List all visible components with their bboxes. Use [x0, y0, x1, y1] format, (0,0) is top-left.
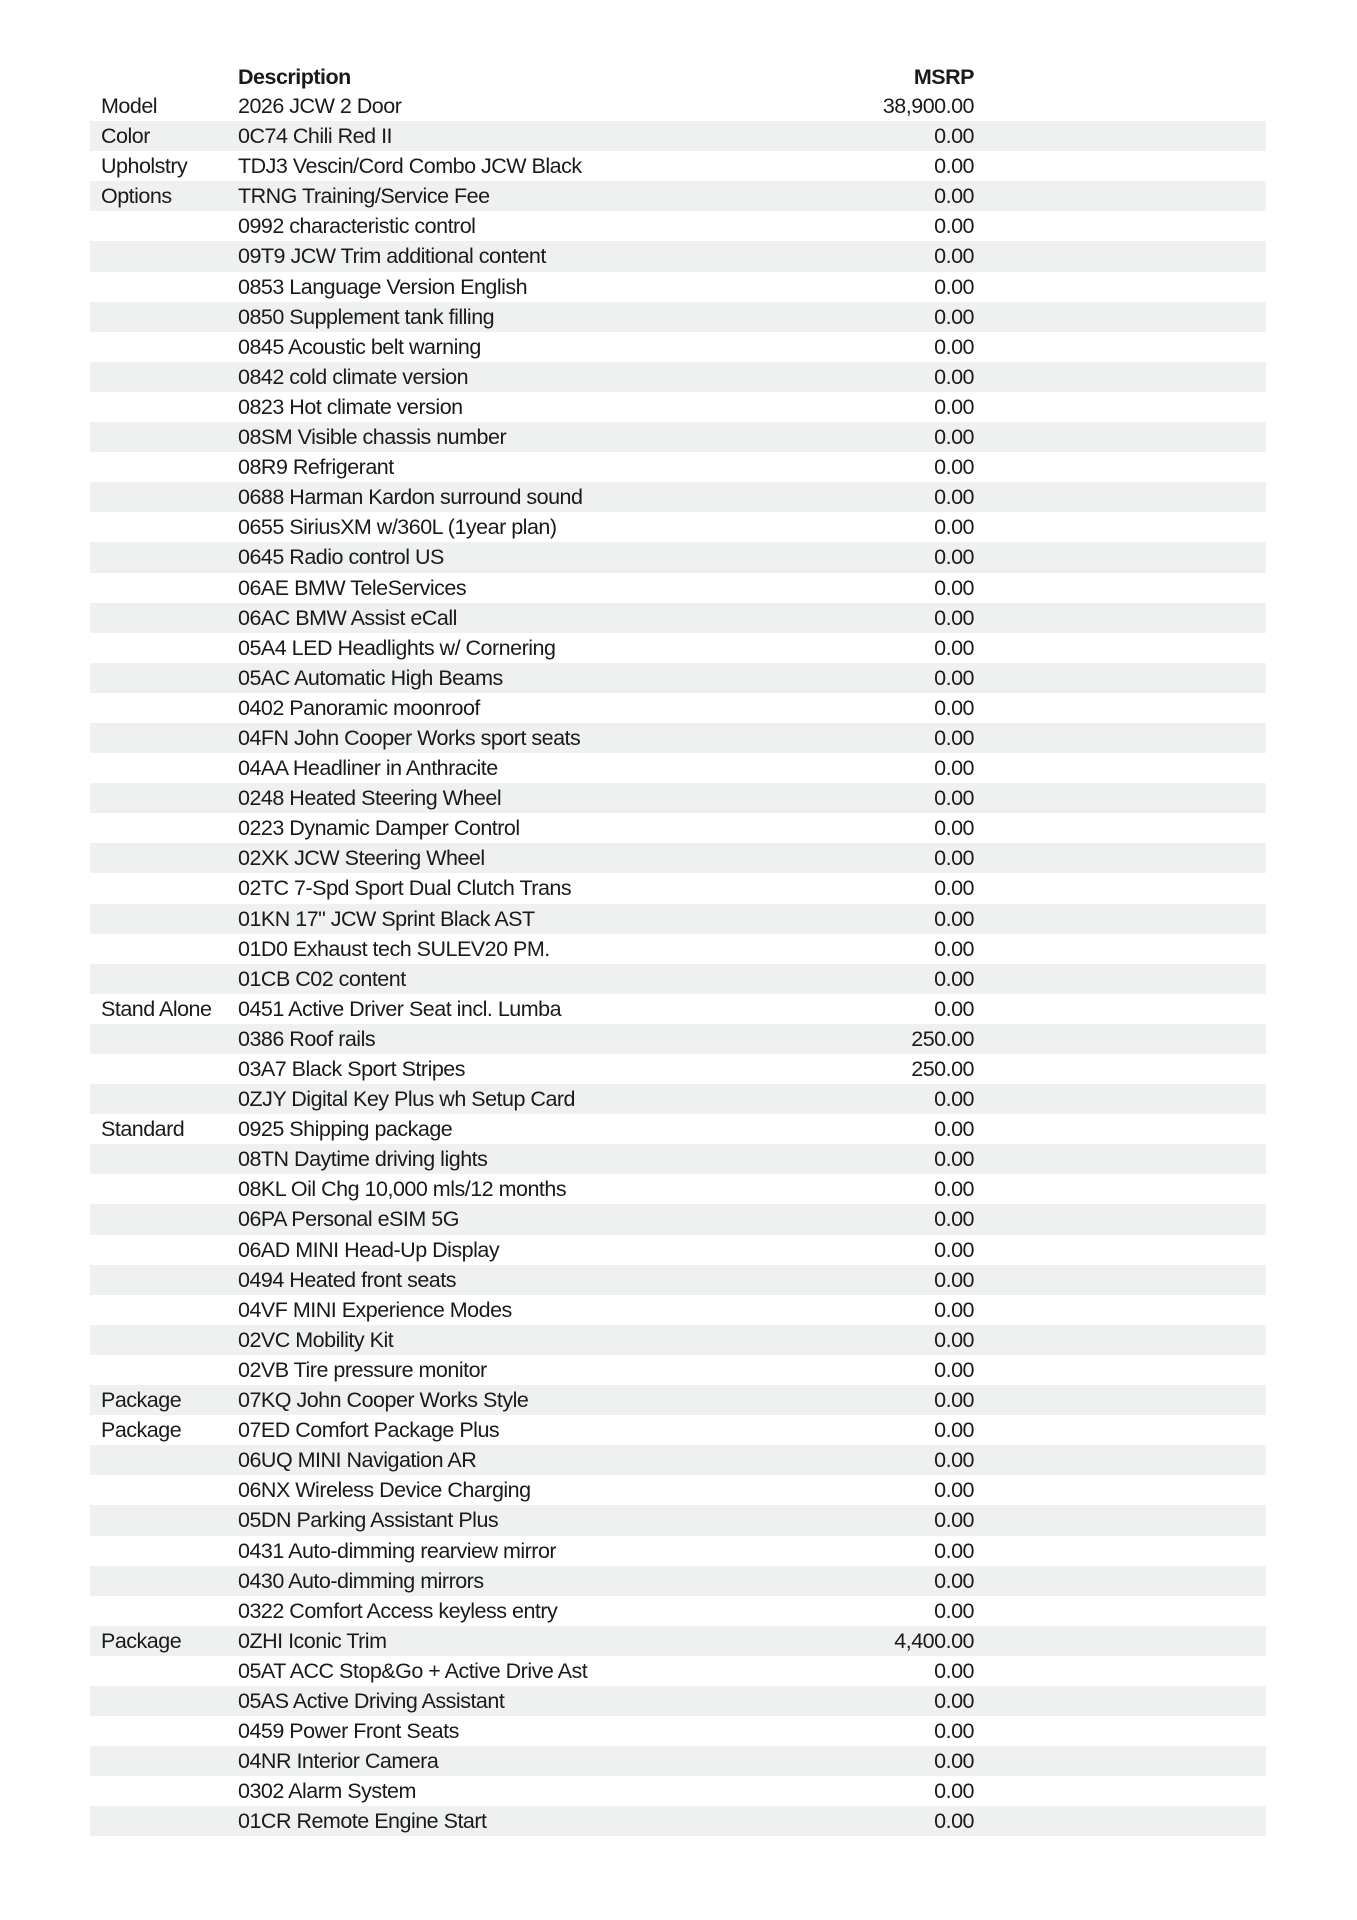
row-category: Package — [101, 1418, 182, 1443]
row-description: 04VF MINI Experience Modes — [238, 1297, 512, 1322]
row-msrp: 0.00 — [934, 846, 974, 871]
row-msrp: 0.00 — [934, 906, 974, 931]
table-header — [90, 63, 1266, 91]
row-description: 0645 Radio control US — [238, 545, 444, 570]
row-description: 0302 Alarm System — [238, 1779, 416, 1804]
row-category: Package — [101, 1388, 182, 1413]
row-description: 09T9 JCW Trim additional content — [238, 244, 546, 269]
table-row — [90, 1054, 1266, 1084]
table-row — [90, 1325, 1266, 1355]
row-description: 0845 Acoustic belt warning — [238, 334, 481, 359]
row-msrp: 0.00 — [934, 665, 974, 690]
table-row — [90, 1596, 1266, 1626]
row-description: 0842 cold climate version — [238, 364, 469, 389]
table-row — [90, 452, 1266, 482]
table-row — [90, 211, 1266, 241]
row-category: Stand Alone — [101, 996, 212, 1021]
row-description: 06UQ MINI Navigation AR — [238, 1448, 477, 1473]
table-row — [90, 1536, 1266, 1566]
row-description: 05AT ACC Stop&Go + Active Drive Ast — [238, 1658, 588, 1683]
row-description: 07ED Comfort Package Plus — [238, 1418, 500, 1443]
table-row — [90, 934, 1266, 964]
table-row — [90, 1505, 1266, 1535]
row-msrp: 0.00 — [934, 334, 974, 359]
table-row — [90, 1445, 1266, 1475]
row-msrp: 0.00 — [934, 1117, 974, 1142]
row-description: 01CB C02 content — [238, 966, 406, 991]
row-description: 0925 Shipping package — [238, 1117, 453, 1142]
row-msrp: 0.00 — [934, 1538, 974, 1563]
table-row — [90, 873, 1266, 903]
table-row — [90, 994, 1266, 1024]
row-msrp: 0.00 — [934, 816, 974, 841]
row-description: 02VB Tire pressure monitor — [238, 1357, 487, 1382]
table-row — [90, 813, 1266, 843]
row-msrp: 0.00 — [934, 1568, 974, 1593]
row-msrp: 0.00 — [934, 304, 974, 329]
row-msrp: 0.00 — [934, 725, 974, 750]
table-row — [90, 1174, 1266, 1204]
row-category: Standard — [101, 1117, 185, 1142]
row-description: 05AS Active Driving Assistant — [238, 1688, 505, 1713]
row-category: Color — [101, 124, 150, 149]
row-msrp: 0.00 — [934, 545, 974, 570]
row-description: 06AC BMW Assist eCall — [238, 605, 457, 630]
row-msrp: 0.00 — [934, 244, 974, 269]
table-row — [90, 633, 1266, 663]
row-msrp: 0.00 — [934, 1147, 974, 1172]
row-description: 0431 Auto-dimming rearview mirror — [238, 1538, 557, 1563]
row-description: 0823 Hot climate version — [238, 394, 463, 419]
row-description: 06NX Wireless Device Charging — [238, 1478, 531, 1503]
table-row — [90, 121, 1266, 151]
row-msrp: 0.00 — [934, 635, 974, 660]
row-description: 01D0 Exhaust tech SULEV20 PM. — [238, 936, 550, 961]
header-msrp: MSRP — [913, 65, 974, 89]
row-description: 04NR Interior Camera — [238, 1749, 439, 1774]
table-row — [90, 1656, 1266, 1686]
table-row — [90, 904, 1266, 934]
row-description: 0C74 Chili Red II — [238, 124, 393, 149]
table-row — [90, 362, 1266, 392]
row-description: 0655 SiriusXM w/360L (1year plan) — [238, 515, 557, 540]
table-row — [90, 512, 1266, 542]
table-row — [90, 1626, 1266, 1656]
row-description: 05AC Automatic High Beams — [238, 665, 503, 690]
row-description: 04FN John Cooper Works sport seats — [238, 725, 581, 750]
row-msrp: 0.00 — [934, 1237, 974, 1262]
table-row — [90, 1716, 1266, 1746]
row-description: 0386 Roof rails — [238, 1026, 376, 1051]
table-row — [90, 573, 1266, 603]
table-row — [90, 482, 1266, 512]
table-row — [90, 302, 1266, 332]
row-msrp: 0.00 — [934, 695, 974, 720]
row-description: 01KN 17" JCW Sprint Black AST — [238, 906, 535, 931]
table-body — [90, 91, 1266, 1836]
row-msrp: 0.00 — [934, 1297, 974, 1322]
table-row — [90, 1024, 1266, 1054]
row-description: 02XK JCW Steering Wheel — [238, 846, 485, 871]
table-row — [90, 1746, 1266, 1776]
table-row — [90, 1415, 1266, 1445]
row-msrp: 0.00 — [934, 1719, 974, 1744]
row-msrp: 0.00 — [934, 786, 974, 811]
row-msrp: 0.00 — [934, 1388, 974, 1413]
row-description: 02TC 7-Spd Sport Dual Clutch Trans — [238, 876, 572, 901]
table-row — [90, 272, 1266, 302]
row-category: Upholstry — [101, 154, 188, 179]
row-msrp: 0.00 — [934, 1478, 974, 1503]
table-row — [90, 422, 1266, 452]
table-row — [90, 1475, 1266, 1505]
row-msrp: 4,400.00 — [894, 1628, 974, 1653]
row-msrp: 0.00 — [934, 1658, 974, 1683]
row-msrp: 0.00 — [934, 485, 974, 510]
row-msrp: 0.00 — [934, 1087, 974, 1112]
row-msrp: 0.00 — [934, 1809, 974, 1834]
table-row — [90, 1084, 1266, 1114]
row-msrp: 0.00 — [934, 1267, 974, 1292]
row-description: 0850 Supplement tank filling — [238, 304, 495, 329]
row-msrp: 0.00 — [934, 1418, 974, 1443]
row-msrp: 0.00 — [934, 394, 974, 419]
table-row — [90, 151, 1266, 181]
table-row — [90, 603, 1266, 633]
table-row — [90, 1776, 1266, 1806]
table-row — [90, 241, 1266, 271]
table-row — [90, 723, 1266, 753]
row-description: 08SM Visible chassis number — [238, 425, 507, 450]
row-msrp: 0.00 — [934, 515, 974, 540]
row-description: 0248 Heated Steering Wheel — [238, 786, 502, 811]
table-row — [90, 783, 1266, 813]
row-description: 2026 JCW 2 Door — [238, 94, 402, 118]
row-msrp: 0.00 — [934, 1688, 974, 1713]
row-description: 08R9 Refrigerant — [238, 455, 394, 480]
table-row — [90, 332, 1266, 362]
row-msrp: 0.00 — [934, 756, 974, 781]
msrp-options-table — [90, 63, 1266, 1836]
row-description: 06AE BMW TeleServices — [238, 575, 467, 600]
table-row — [90, 392, 1266, 422]
row-description: 02VC Mobility Kit — [238, 1327, 394, 1352]
table-row — [90, 1265, 1266, 1295]
header-description: Description — [238, 65, 351, 89]
row-description: 0402 Panoramic moonroof — [238, 695, 480, 720]
row-msrp: 38,900.00 — [882, 94, 974, 118]
table-row — [90, 1566, 1266, 1596]
table-row — [90, 542, 1266, 572]
row-category: Package — [101, 1628, 182, 1653]
row-msrp: 0.00 — [934, 214, 974, 239]
row-description: 0992 characteristic control — [238, 214, 476, 239]
row-description: 0853 Language Version English — [238, 274, 528, 299]
row-msrp: 0.00 — [934, 1779, 974, 1804]
row-category: Model — [101, 94, 158, 118]
row-msrp: 0.00 — [934, 1598, 974, 1623]
row-description: 0322 Comfort Access keyless entry — [238, 1598, 558, 1623]
row-description: 0451 Active Driver Seat incl. Lumba — [238, 996, 562, 1021]
row-description: 0494 Heated front seats — [238, 1267, 456, 1292]
table-row — [90, 181, 1266, 211]
table-row — [90, 753, 1266, 783]
row-description: 06PA Personal eSIM 5G — [238, 1207, 459, 1232]
row-description: 08TN Daytime driving lights — [238, 1147, 488, 1172]
row-description: 0430 Auto-dimming mirrors — [238, 1568, 484, 1593]
table-row — [90, 843, 1266, 873]
row-description: TDJ3 Vescin/Cord Combo JCW Black — [238, 154, 582, 179]
row-msrp: 0.00 — [934, 996, 974, 1021]
row-description: 03A7 Black Sport Stripes — [238, 1057, 466, 1081]
row-msrp: 0.00 — [934, 575, 974, 600]
row-description: 05DN Parking Assistant Plus — [238, 1508, 499, 1533]
row-msrp: 0.00 — [934, 425, 974, 450]
row-description: TRNG Training/Service Fee — [238, 184, 490, 209]
row-msrp: 0.00 — [934, 364, 974, 389]
table-row — [90, 693, 1266, 723]
row-msrp: 0.00 — [934, 1508, 974, 1533]
table-row — [90, 1806, 1266, 1836]
table-row — [90, 1295, 1266, 1325]
row-msrp: 0.00 — [934, 1177, 974, 1202]
row-msrp: 0.00 — [934, 124, 974, 149]
row-msrp: 0.00 — [934, 274, 974, 299]
row-msrp: 0.00 — [934, 1749, 974, 1774]
row-description: 0459 Power Front Seats — [238, 1719, 459, 1744]
row-description: 0ZJY Digital Key Plus wh Setup Card — [238, 1087, 576, 1112]
row-msrp: 0.00 — [934, 1448, 974, 1473]
row-msrp: 0.00 — [934, 184, 974, 209]
table-row — [90, 1204, 1266, 1234]
table-row — [90, 1355, 1266, 1385]
row-msrp: 250.00 — [911, 1026, 974, 1051]
row-description: 05A4 LED Headlights w/ Cornering — [238, 635, 556, 660]
table-row — [90, 964, 1266, 994]
row-msrp: 250.00 — [911, 1057, 974, 1081]
row-msrp: 0.00 — [934, 154, 974, 179]
table-row — [90, 1385, 1266, 1415]
row-description: 04AA Headliner in Anthracite — [238, 756, 498, 781]
row-msrp: 0.00 — [934, 936, 974, 961]
row-msrp: 0.00 — [934, 605, 974, 630]
row-description: 0223 Dynamic Damper Control — [238, 816, 520, 841]
row-description: 08KL Oil Chg 10,000 mls/12 months — [238, 1177, 567, 1202]
table-row — [90, 91, 1266, 121]
row-description: 01CR Remote Engine Start — [238, 1809, 487, 1834]
row-msrp: 0.00 — [934, 1357, 974, 1382]
row-description: 0688 Harman Kardon surround sound — [238, 485, 583, 510]
row-msrp: 0.00 — [934, 1207, 974, 1232]
row-description: 0ZHI Iconic Trim — [238, 1628, 387, 1653]
table-row — [90, 663, 1266, 693]
row-msrp: 0.00 — [934, 1327, 974, 1352]
table-row — [90, 1114, 1266, 1144]
row-msrp: 0.00 — [934, 876, 974, 901]
table-row — [90, 1144, 1266, 1174]
row-category: Options — [101, 184, 172, 209]
table-row — [90, 1686, 1266, 1716]
row-msrp: 0.00 — [934, 455, 974, 480]
row-msrp: 0.00 — [934, 966, 974, 991]
row-description: 06AD MINI Head-Up Display — [238, 1237, 500, 1262]
table-row — [90, 1235, 1266, 1265]
row-description: 07KQ John Cooper Works Style — [238, 1388, 529, 1413]
